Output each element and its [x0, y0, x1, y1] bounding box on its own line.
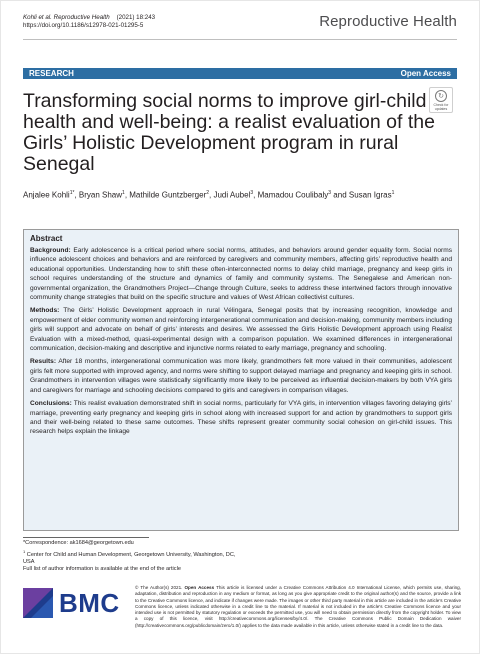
- copyright-text: © The Author(s) 2021.: [135, 585, 183, 590]
- affiliation-sup: 1: [23, 548, 26, 554]
- abstract-results: [30, 357, 452, 395]
- conclusions-text: This realist evaluation demonstrated shift in social norms, particularly for VYA girls, in intervention villages favoring delaying girls’ marriage, preventing early pregnancy and keeping girls in school along with increased support for and action by grandmothers to support girls and their well-being related to these same outcomes. These shifts represent greater community social cohesion on girl-child issues. This research helps explain the linkage: [30, 400, 452, 436]
- check-for-updates-text: Check for updates: [433, 103, 449, 111]
- article-title: Transforming social norms to improve girl-child health and well-being: a realist evaluation of the Girls’ Holistic Development program in rural Senegal: [23, 90, 435, 175]
- author-name: Anjalee Kohli: [23, 190, 70, 200]
- section-label: RESEARCH: [29, 69, 74, 78]
- bmc-logo-mark-icon: [23, 588, 53, 618]
- author-name: Susan Igras: [348, 190, 392, 200]
- abstract-background: [30, 246, 452, 302]
- results-text: After 18 months, intergenerational communication was more likely, grandmothers felt more valued in their communities, adolescent girls felt more supported with improved agency, and norms were shifting to support delayed marriage and pregnancy and keeping girls in school. Grandmothers in intervention villages were statistically significantly more likely to be perceived as influential decision-makers by both VYA girls and caregivers for marriage and schooling decisions compared to girls and caregivers in comparison villages.: [30, 358, 452, 394]
- citation-year: (2021) 18:243: [116, 14, 156, 21]
- full-list-note: Full list of author information is available at the end of the article: [23, 566, 181, 573]
- citation-header: [23, 14, 155, 30]
- affiliation-text: Center for Child and Human Development, Georgetown University, Washington, DC, USA: [23, 551, 236, 565]
- update-icon: ↻: [435, 90, 447, 102]
- author-sup: 1: [122, 190, 125, 196]
- abstract-conclusions: [30, 399, 452, 437]
- author-name: Judi Aubel: [213, 190, 251, 200]
- author-list: Anjalee Kohli$^{1*}$, Bryan Shaw$^1$, Mathilde Guntzberger$^2$, Judi Aubel$^3$, Mamadou Coulibaly$^3$ and Susan Igras$^1$: [23, 190, 395, 200]
- methods-text: The Girls’ Holistic Development approach in rural Vélingara, Senegal posits that by increasing recognition, knowledge and empowerment of elder community women and reinforcing intergenerational communication and decision-making, community members including girls will support and advocate on behalf of girls’ interests and desires. We assessed the Girls Holistic Development approach using Realist Evaluation with a mixed-method, quasi-experimental design with a comparison population. We examined differences in intergenerational communication, decision-making and descriptive and injunctive norms related to early marriage, pregnancy and schooling.: [30, 307, 453, 353]
- author-sup: 1*: [69, 190, 75, 196]
- author-sup: 3: [328, 190, 332, 196]
- open-access-label: Open Access: [400, 69, 451, 78]
- methods-label: Methods:: [30, 307, 60, 315]
- author-name: Mamadou Coulibaly: [257, 190, 329, 200]
- author-name: Bryan Shaw: [78, 190, 123, 200]
- results-label: Results:: [30, 358, 57, 366]
- author-sup: 3: [250, 190, 254, 196]
- abstract-box: [23, 229, 459, 531]
- open-access-bold: Open Access: [184, 585, 215, 590]
- correspondence-line[interactable]: *Correspondence: ak1684@georgetown.edu: [23, 540, 134, 546]
- license-text: [135, 585, 461, 629]
- author-name: Mathilde Guntzberger: [129, 190, 207, 200]
- license-body: This article is licensed under a Creative Commons Attribution 4.0 International License, which permits use, sharing, adaptation, distribution and reproduction in any medium or format, as long as you give appropriate credit to the original author(s) and the source, provide a link to the Creative Commons licence, and indicate if changes were made. The images or other third party material in this article are included in the article’s Creative Commons licence, unless indicated otherwise in a credit line to the material. If material is not included in the article’s Creative Commons licence and your intended use is not permitted by statutory regulation or exceeds the permitted use, you will need to obtain permission directly from the copyright holder. To view a copy of this licence, visit http://creativecommons.org/licenses/by/4.0/. The Creative Commons Public Domain Dedication waiver (http://creativecommons.org/publicdomain/zero/1.0/) applies to the data made available in this article, unless otherwise stated in a credit line to the data.: [135, 585, 461, 628]
- doi-link[interactable]: https://doi.org/10.1186/s12978-021-01295-5: [23, 22, 144, 29]
- author-sup: 2: [206, 190, 209, 196]
- affiliation-line: [23, 548, 243, 567]
- header-divider: [23, 39, 457, 40]
- conclusions-label: Conclusions:: [30, 400, 72, 408]
- abstract-methods: [30, 306, 452, 353]
- author-sup: 1: [391, 190, 395, 196]
- section-band: [23, 68, 457, 79]
- journal-name: Reproductive Health: [319, 13, 457, 30]
- footnote-rule: [23, 537, 149, 538]
- bmc-logo-text: BMC: [59, 587, 120, 618]
- background-label: Background:: [30, 247, 71, 254]
- bmc-logo: [23, 583, 135, 623]
- abstract-heading: Abstract: [30, 234, 63, 243]
- citation-authors: Kohli et al. Reproductive Health: [23, 14, 110, 21]
- background-text: Early adolescence is a critical period where social norms, attitudes, and behaviors around gender equality form. Social norms influence adolescent choices and behaviors and are reinforced by caregivers and community members, affecting girls’ reproductive health and educational opportunities. Understanding how to shift these often-interconnected norms to delay child marriage, pregnancy and keep girls in school requires understanding of the structure and dynamics of family and community systems. The Senegalese and American non-governmental organization, the Grandmothers Project—Change through Culture, seeks to address these intertwined factors through innovative community change strategies that build on the specific structure and values of West African collectivist cultures.: [30, 247, 452, 302]
- footnotes: [23, 540, 243, 574]
